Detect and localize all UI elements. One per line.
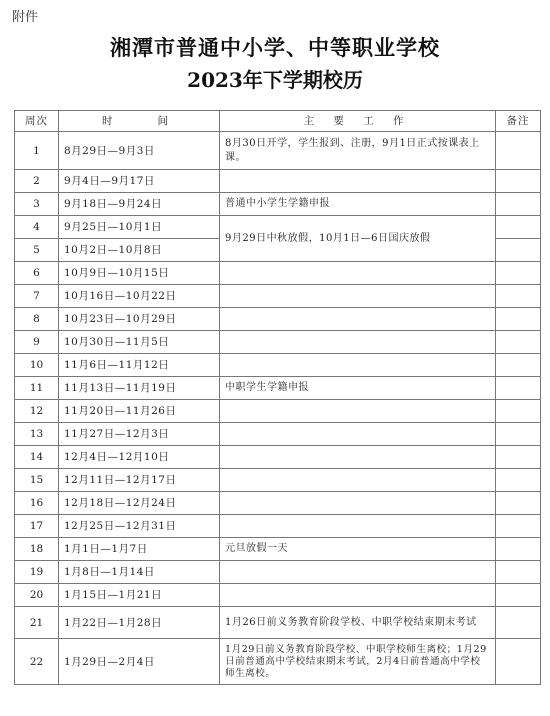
main-work (220, 262, 496, 285)
date-range: 11月13日—11月19日 (59, 377, 220, 400)
week-number: 18 (15, 538, 59, 561)
date-range: 1月22日—1月28日 (59, 607, 220, 639)
week-number: 16 (15, 492, 59, 515)
main-work (220, 469, 496, 492)
week-number: 17 (15, 515, 59, 538)
week-number: 15 (15, 469, 59, 492)
main-work (220, 170, 496, 193)
table-row (15, 170, 541, 193)
table-row (15, 515, 541, 538)
main-work-holiday: 9月29日中秋放假，10月1日—6日国庆放假 (220, 216, 496, 262)
week-number: 3 (15, 193, 59, 216)
notes-cell (496, 216, 541, 239)
notes-cell (496, 262, 541, 285)
date-range: 1月1日—1月7日 (59, 538, 220, 561)
date-range: 10月30日—11月5日 (59, 331, 220, 354)
week-number: 12 (15, 400, 59, 423)
week-number: 7 (15, 285, 59, 308)
notes-cell (496, 584, 541, 607)
week-number: 5 (15, 239, 59, 262)
date-range: 11月27日—12月3日 (59, 423, 220, 446)
notes-cell (496, 285, 541, 308)
date-range: 10月23日—10月29日 (59, 308, 220, 331)
date-range: 1月29日—2月4日 (59, 639, 220, 685)
table-row (15, 492, 541, 515)
notes-cell (496, 354, 541, 377)
table-row (15, 308, 541, 331)
week-number: 2 (15, 170, 59, 193)
week-number: 13 (15, 423, 59, 446)
table-row (15, 354, 541, 377)
notes-cell (496, 193, 541, 216)
table-row (15, 193, 541, 216)
date-range: 11月20日—11月26日 (59, 400, 220, 423)
main-work (220, 400, 496, 423)
main-work (220, 423, 496, 446)
table-row (15, 285, 541, 308)
date-range: 11月6日—11月12日 (59, 354, 220, 377)
main-work: 普通中小学生学籍申报 (220, 193, 496, 216)
main-work (220, 584, 496, 607)
main-work (220, 492, 496, 515)
main-work (220, 354, 496, 377)
week-number: 9 (15, 331, 59, 354)
column-header-main-work: 主 要 工 作 (220, 111, 496, 132)
table-row (15, 446, 541, 469)
document-subtitle: 2023年下学期校历 (187, 68, 363, 92)
table-row (15, 639, 541, 685)
date-range: 9月4日—9月17日 (59, 170, 220, 193)
week-number: 11 (15, 377, 59, 400)
week-number: 19 (15, 561, 59, 584)
school-calendar-table (14, 110, 541, 685)
main-work: 1月26日前义务教育阶段学校、中职学校结束期末考试 (220, 607, 496, 639)
date-range: 12月11日—12月17日 (59, 469, 220, 492)
main-work: 8月30日开学，学生报到、注册，9月1日正式按课表上课。 (220, 132, 496, 170)
notes-cell (496, 469, 541, 492)
date-range: 1月15日—1月21日 (59, 584, 220, 607)
date-range: 9月25日—10月1日 (59, 216, 220, 239)
table-row (15, 561, 541, 584)
main-work: 1月29日前义务教育阶段学校、中职学校师生离校；1月29日前普通高中学校结束期末考试，2月4日前普通高中学校师生离校。 (220, 639, 496, 685)
column-header-time: 时 间 (59, 111, 220, 132)
week-number: 1 (15, 132, 59, 170)
week-number: 21 (15, 607, 59, 639)
week-number: 4 (15, 216, 59, 239)
notes-cell (496, 400, 541, 423)
column-header-notes: 备注 (496, 111, 541, 132)
main-work (220, 308, 496, 331)
date-range: 12月25日—12月31日 (59, 515, 220, 538)
notes-cell (496, 446, 541, 469)
table-row (15, 469, 541, 492)
notes-cell (496, 132, 541, 170)
date-range: 10月2日—10月8日 (59, 239, 220, 262)
notes-cell (496, 561, 541, 584)
table-row (15, 400, 541, 423)
table-row (15, 331, 541, 354)
notes-cell (496, 377, 541, 400)
table-row (15, 538, 541, 561)
table-row (15, 132, 541, 170)
date-range: 12月18日—12月24日 (59, 492, 220, 515)
date-range: 12月4日—12月10日 (59, 446, 220, 469)
week-number: 22 (15, 639, 59, 685)
notes-cell (496, 423, 541, 446)
table-row (15, 584, 541, 607)
main-work (220, 446, 496, 469)
notes-cell (496, 639, 541, 685)
week-number: 6 (15, 262, 59, 285)
main-work: 元旦放假一天 (220, 538, 496, 561)
main-work (220, 331, 496, 354)
notes-cell (496, 492, 541, 515)
notes-cell (496, 331, 541, 354)
date-range: 10月16日—10月22日 (59, 285, 220, 308)
notes-cell (496, 170, 541, 193)
main-work (220, 515, 496, 538)
week-number: 14 (15, 446, 59, 469)
column-header-week: 周次 (15, 111, 59, 132)
notes-cell (496, 515, 541, 538)
table-row (15, 607, 541, 639)
week-number: 20 (15, 584, 59, 607)
date-range: 1月8日—1月14日 (59, 561, 220, 584)
notes-cell (496, 538, 541, 561)
main-work (220, 561, 496, 584)
table-row (15, 262, 541, 285)
notes-cell (496, 607, 541, 639)
date-range: 10月9日—10月15日 (59, 262, 220, 285)
table-row (15, 377, 541, 400)
main-work: 中职学生学籍申报 (220, 377, 496, 400)
notes-cell (496, 308, 541, 331)
attachment-label: 附件 (12, 10, 39, 25)
week-number: 10 (15, 354, 59, 377)
table-row (15, 423, 541, 446)
main-work (220, 285, 496, 308)
table-row (15, 216, 541, 239)
week-number: 8 (15, 308, 59, 331)
notes-cell (496, 239, 541, 262)
table-header-row (15, 111, 541, 132)
document-title: 湘潭市普通中小学、中等职业学校 (110, 35, 440, 60)
date-range: 8月29日—9月3日 (59, 132, 220, 170)
date-range: 9月18日—9月24日 (59, 193, 220, 216)
